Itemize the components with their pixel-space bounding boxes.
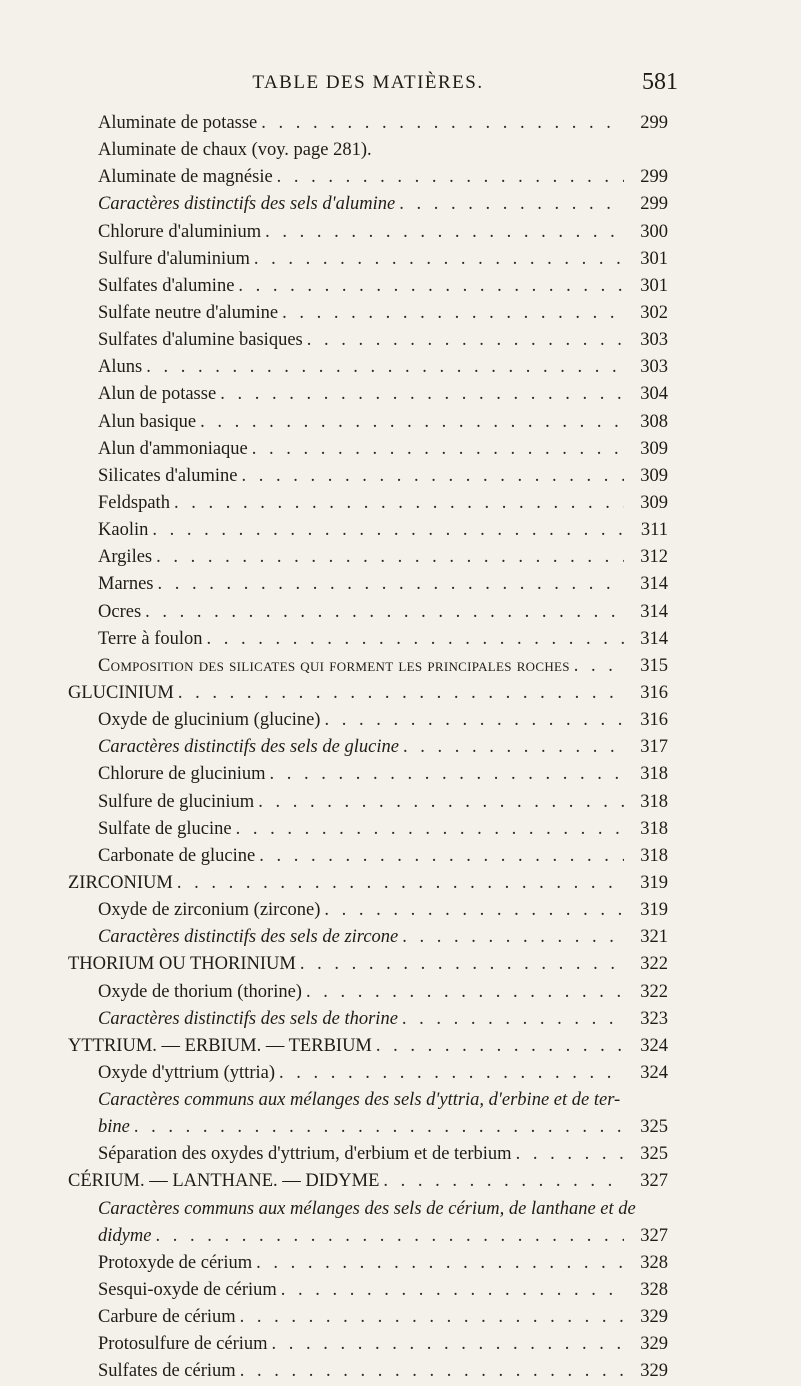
toc-entry: Sulfure de glucinium . . . 318 xyxy=(68,789,668,816)
toc-entry: Caractères distinctifs des sels de zircone . . . 321 xyxy=(68,924,668,951)
toc-entry: Carbure de cérium . . . 329 xyxy=(68,1304,668,1331)
toc-section: YTTRIUM. — ERBIUM. — TERBIUM . . . 324 xyxy=(68,1033,668,1060)
toc-entry: Oxyde de thorium (thorine) . . . 322 xyxy=(68,979,668,1006)
toc-entry: Protosulfure de cérium . . . 329 xyxy=(68,1331,668,1358)
toc-entry: Caractères communs aux mélanges des sels d'yttria, d'erbine et de ter- xyxy=(98,1090,621,1111)
toc-section: GLUCINIUM . . . 316 xyxy=(68,680,668,707)
toc-entry: Caractères distinctifs des sels d'alumine . . . 299 xyxy=(68,191,668,218)
toc-entry: Alun basique . . . 308 xyxy=(68,409,668,436)
toc-entry: bine . . . 325 xyxy=(68,1114,668,1141)
toc-entry: Alun d'ammoniaque . . . 309 xyxy=(68,436,668,463)
toc-section: CÉRIUM. — LANTHANE. — DIDYME . . . 327 xyxy=(68,1168,668,1195)
toc-entry: Kaolin . . . 311 xyxy=(68,517,668,544)
header-title: TABLE DES MATIÈRES. xyxy=(252,72,484,93)
toc-entry: Argiles . . . 312 xyxy=(68,544,668,571)
toc-entry: Caractères distinctifs des sels de glucine . . . 317 xyxy=(68,734,668,761)
toc-entry: Feldspath . . . 309 xyxy=(68,490,668,517)
toc-entry: didyme . . . 327 xyxy=(68,1223,668,1250)
toc-entry: Carbonate de glucine . . . 318 xyxy=(68,843,668,870)
toc-entry: Silicates d'alumine . . . 309 xyxy=(68,463,668,490)
toc-entry: Composition des silicates qui forment les principales roches . . . 315 xyxy=(68,653,668,680)
toc-entry: Aluminate de magnésie . . . 299 xyxy=(68,164,668,191)
toc-entry: Protoxyde de cérium . . . 328 xyxy=(68,1250,668,1277)
header-page-number: 581 xyxy=(642,69,678,95)
toc-entry: Sesqui-oxyde de cérium . . . 328 xyxy=(68,1277,668,1304)
toc-entry: Ocres . . . 314 xyxy=(68,599,668,626)
toc-entry: Séparation des oxydes d'yttrium, d'erbium et de terbium . . . 325 xyxy=(68,1141,668,1168)
toc-entry: Oxyde de zirconium (zircone) . . . 319 xyxy=(68,897,668,924)
toc-entry: Chlorure d'aluminium . . . 300 xyxy=(68,219,668,246)
toc-entry: Sulfate de glucine . . . 318 xyxy=(68,816,668,843)
toc-entry: Sulfates d'alumine basiques . . . 303 xyxy=(68,327,668,354)
toc-entry: Terre à foulon . . . 314 xyxy=(68,626,668,653)
toc-entry: Aluminate de chaux (voy. page 281). xyxy=(98,140,372,161)
toc-section: THORIUM OU THORINIUM . . . 322 xyxy=(68,951,668,978)
toc-entry: Oxyde de glucinium (glucine) . . . 316 xyxy=(68,707,668,734)
toc-entry: Alun de potasse . . . 304 xyxy=(68,381,668,408)
toc-entry: Sulfates de cérium . . . 329 xyxy=(68,1358,668,1385)
table-of-contents xyxy=(68,110,668,1386)
toc-section: ZIRCONIUM . . . 319 xyxy=(68,870,668,897)
toc-entry: Caractères distinctifs des sels de thorine . . . 323 xyxy=(68,1006,668,1033)
toc-entry: Sulfure d'aluminium . . . 301 xyxy=(68,246,668,273)
toc-entry: Marnes . . . 314 xyxy=(68,571,668,598)
toc-entry: Aluns . . . 303 xyxy=(68,354,668,381)
toc-entry: Sulfate neutre d'alumine . . . 302 xyxy=(68,300,668,327)
running-header xyxy=(68,69,678,102)
toc-entry: Chlorure de glucinium . . . 318 xyxy=(68,761,668,788)
toc-entry: Aluminate de potasse . . . 299 xyxy=(68,110,668,137)
toc-entry: Oxyde d'yttrium (yttria) . . . 324 xyxy=(68,1060,668,1087)
toc-entry: Sulfates d'alumine . . . 301 xyxy=(68,273,668,300)
toc-entry: Caractères communs aux mélanges des sels de cérium, de lanthane et de xyxy=(98,1198,636,1219)
